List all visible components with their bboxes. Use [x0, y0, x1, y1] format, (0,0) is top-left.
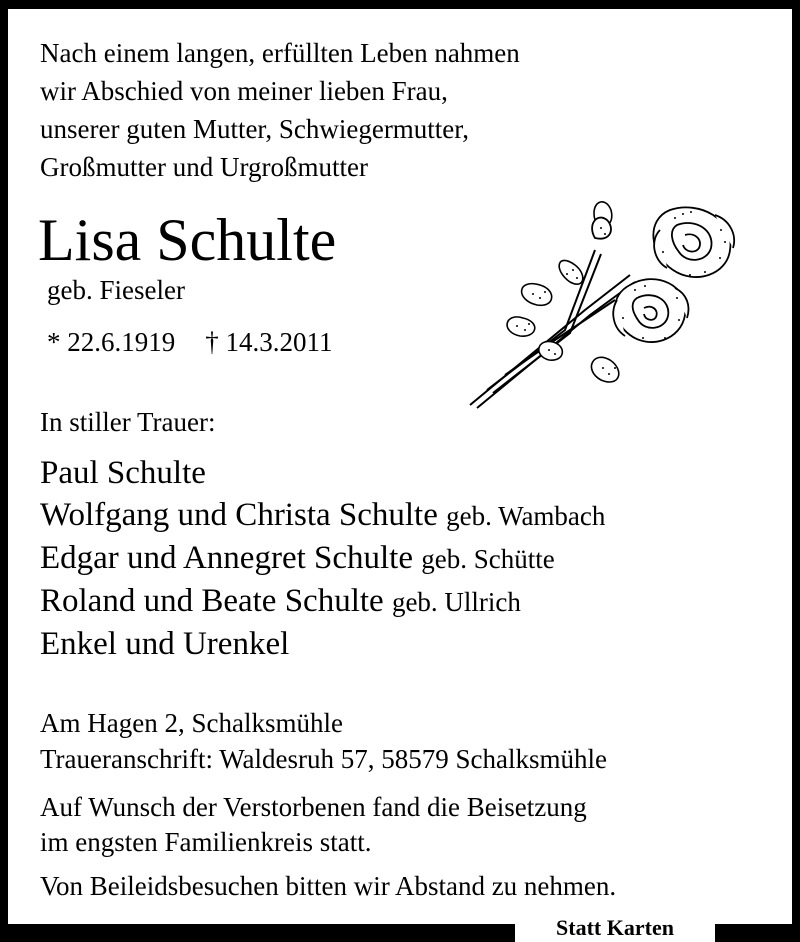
mourner-maiden-name: geb. Ullrich	[391, 587, 521, 617]
mourner-names: Paul Schulte	[40, 455, 206, 491]
mourner-maiden-name: geb. Schütte	[421, 544, 555, 574]
mourner-entry	[40, 537, 605, 580]
address-block	[40, 705, 607, 777]
rose-icon	[445, 190, 745, 425]
footer-label: Statt Karten	[556, 915, 674, 940]
deceased-maiden-name: geb. Fieseler	[47, 275, 185, 305]
mourner-entry	[40, 452, 605, 494]
deceased-name: Lisa Schulte	[38, 207, 337, 273]
mourner-entry	[40, 494, 605, 537]
address-line: Am Hagen 2, Schalksmühle	[40, 708, 343, 738]
mourner-names: Wolfgang und Christa Schulte	[40, 497, 438, 533]
bottom-border-left	[0, 924, 515, 942]
intro-line: Nach einem langen, erfüllten Leben nahmen	[40, 38, 520, 68]
birth-date: * 22.6.1919	[47, 327, 176, 357]
life-dates	[47, 323, 333, 361]
mourner-names: Enkel und Urenkel	[40, 626, 290, 662]
notice-line: im engsten Familienkreis statt.	[40, 827, 372, 857]
mourner-names: Roland und Beate Schulte	[40, 583, 384, 619]
mourner-entry	[40, 623, 605, 665]
condolence-note: Von Beileidsbesuchen bitten wir Abstand zu nehmen.	[40, 871, 617, 901]
burial-notice	[40, 790, 587, 860]
address-line: Traueranschrift: Waldesruh 57, 58579 Schalksmühle	[40, 744, 607, 774]
mourning-label: In stiller Trauer:	[40, 407, 216, 437]
mourner-entry	[40, 580, 605, 623]
intro-line: wir Abschied von meiner lieben Frau,	[40, 76, 448, 106]
notice-line: Auf Wunsch der Verstorbenen fand die Beisetzung	[40, 792, 587, 822]
mourners-list	[40, 452, 605, 665]
death-date: † 14.3.2011	[205, 327, 333, 357]
bottom-border-right	[715, 924, 800, 942]
mourner-names: Edgar und Annegret Schulte	[40, 540, 413, 576]
intro-line: Großmutter und Urgroßmutter	[40, 152, 368, 182]
intro-text	[40, 34, 520, 186]
mourner-maiden-name: geb. Wambach	[446, 501, 606, 531]
intro-line: unserer guten Mutter, Schwiegermutter,	[40, 114, 469, 144]
